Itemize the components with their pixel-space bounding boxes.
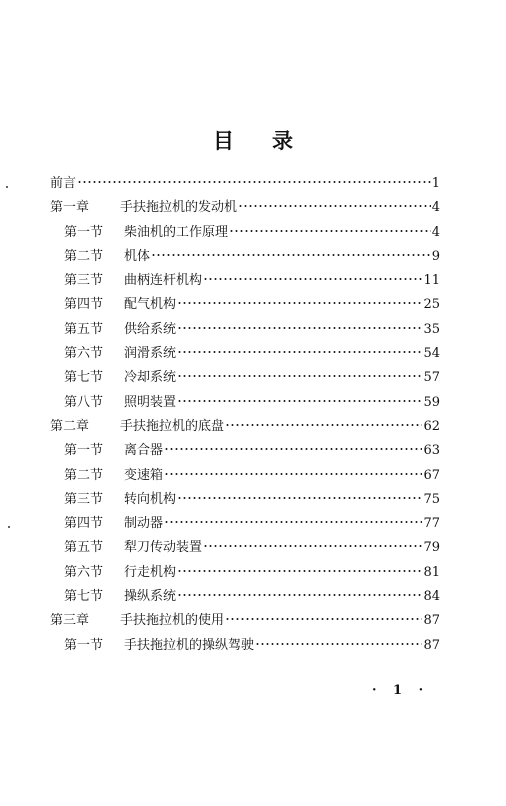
- toc-entry-number: 第五节: [64, 321, 104, 337]
- toc-entry-page: 87: [423, 613, 440, 629]
- toc-entry-page: 77: [423, 516, 440, 532]
- toc-entry-page: 75: [423, 491, 440, 507]
- toc-entry-number: 第一节: [64, 637, 104, 653]
- toc-front-row: [50, 172, 440, 196]
- toc-entry-title: 照明装置: [124, 394, 177, 410]
- scan-speck: [8, 526, 10, 528]
- toc-entry-number: 第八节: [64, 394, 104, 410]
- toc-entry-title: 手扶拖拉机的发动机: [120, 200, 238, 216]
- toc-entry-label: [64, 366, 176, 385]
- toc-entry-label: [64, 512, 163, 531]
- toc-entry-page: 84: [423, 589, 440, 605]
- title-char-right: 录: [272, 129, 293, 153]
- toc-entry-page: 35: [423, 321, 440, 337]
- toc-entry-label: [64, 536, 202, 555]
- toc-entry-title: 犁刀传动装置: [124, 540, 203, 556]
- toc-entry-label: [64, 342, 176, 361]
- dot-leader: [255, 642, 422, 646]
- toc-entry-page: 54: [423, 346, 440, 362]
- toc-entry-label: [64, 585, 176, 604]
- toc-section-row: [50, 439, 440, 463]
- dot-leader: [177, 399, 422, 403]
- toc-section-row: [50, 488, 440, 512]
- toc-entry-label: [64, 245, 150, 264]
- toc-entry-title: 手扶拖拉机的操纵驾驶: [124, 637, 255, 653]
- toc-entry-label: [64, 318, 176, 337]
- toc-chapter-row: [50, 196, 440, 220]
- toc-entry-page: 67: [423, 467, 440, 483]
- toc-entry-page: 11: [423, 273, 440, 289]
- toc-section-row: [50, 561, 440, 585]
- toc-entry-number: 第一节: [64, 443, 104, 459]
- toc-section-row: [50, 318, 440, 342]
- toc-entry-number: 第六节: [64, 346, 104, 362]
- toc-entry-number: 第三章: [50, 613, 90, 629]
- toc-entry-number: 第一章: [50, 200, 90, 216]
- toc-entry-page: 4: [431, 224, 440, 240]
- toc-entry-title: 配气机构: [124, 297, 177, 313]
- toc-entry-number: 第五节: [64, 540, 104, 556]
- toc-entry-number: 第三节: [64, 491, 104, 507]
- toc-entry-page: 4: [431, 200, 440, 216]
- toc-section-row: [50, 269, 440, 293]
- toc-entry-page: 63: [423, 443, 440, 459]
- dot-leader: [164, 520, 422, 524]
- dot-leader: [164, 447, 422, 451]
- toc-section-row: [50, 342, 440, 366]
- toc-entry-page: 62: [423, 418, 440, 434]
- toc-entry-page: 87: [423, 637, 440, 653]
- toc-entry-title: 冷却系统: [124, 370, 177, 386]
- toc-entry-label: [50, 415, 224, 434]
- dot-leader: [225, 617, 422, 621]
- toc-entry-title: 手扶拖拉机的使用: [120, 613, 225, 629]
- dot-leader: [151, 253, 431, 257]
- toc-chapter-row: [50, 415, 440, 439]
- toc-entry-title: 润滑系统: [124, 346, 177, 362]
- dot-leader: [177, 301, 422, 305]
- toc-entry-number: 第七节: [64, 370, 104, 386]
- toc-entry-label: [64, 221, 228, 240]
- toc-chapter-row: [50, 609, 440, 633]
- toc-entry-title: 变速箱: [124, 467, 164, 483]
- toc-entry-label: [50, 196, 237, 215]
- toc-entry-page: 81: [423, 564, 440, 580]
- toc-entry-number: 第一节: [64, 224, 104, 240]
- toc-entry-page: 1: [431, 176, 440, 191]
- toc-entry-label: [64, 488, 176, 507]
- toc-entry-label: [64, 269, 202, 288]
- dot-leader: [203, 277, 422, 281]
- toc-section-row: [50, 245, 440, 269]
- dot-leader: [203, 544, 422, 548]
- toc-entry-label: [50, 609, 224, 628]
- toc-entry-number: 第二节: [64, 248, 104, 264]
- toc-entry-page: 57: [423, 370, 440, 386]
- toc-entry-label: [64, 391, 176, 410]
- toc-section-row: [50, 366, 440, 390]
- page-title: [0, 125, 506, 155]
- dot-leader: [229, 229, 431, 233]
- toc-entry-title: 操纵系统: [124, 589, 177, 605]
- toc-section-row: [50, 634, 440, 658]
- dot-leader: [164, 472, 422, 476]
- dot-leader: [177, 569, 422, 573]
- toc-entry-number: 第四节: [64, 516, 104, 532]
- dot-leader: [177, 374, 422, 378]
- toc-entry-title: 前言: [50, 176, 77, 191]
- toc-entry-number: 第四节: [64, 297, 104, 313]
- toc-entry-label: [64, 293, 176, 312]
- toc-section-row: [50, 464, 440, 488]
- toc-entry-label: [64, 464, 163, 483]
- dot-leader: [177, 350, 422, 354]
- toc-section-row: [50, 391, 440, 415]
- toc-section-row: [50, 585, 440, 609]
- toc-entry-title: 行走机构: [124, 564, 177, 580]
- toc-entry-number: 第七节: [64, 589, 104, 605]
- toc-section-row: [50, 512, 440, 536]
- toc-entry-label: [50, 172, 76, 191]
- toc-entry-number: 第二节: [64, 467, 104, 483]
- toc-entry-label: [64, 634, 254, 653]
- toc-entry-title: 手扶拖拉机的底盘: [120, 418, 225, 434]
- table-of-contents: [50, 172, 440, 658]
- toc-entry-page: 79: [423, 540, 440, 556]
- dot-leader: [77, 180, 431, 184]
- dot-leader: [177, 326, 422, 330]
- toc-entry-page: 9: [431, 248, 440, 264]
- toc-entry-title: 制动器: [124, 516, 164, 532]
- toc-section-row: [50, 221, 440, 245]
- dot-leader: [238, 204, 431, 208]
- title-char-left: 目: [213, 129, 234, 153]
- scan-speck: [6, 186, 8, 188]
- toc-entry-label: [64, 561, 176, 580]
- toc-entry-number: 第二章: [50, 418, 90, 434]
- toc-entry-label: [64, 439, 163, 458]
- dot-leader: [177, 496, 422, 500]
- toc-entry-title: 供给系统: [124, 321, 177, 337]
- dot-leader: [225, 423, 422, 427]
- toc-section-row: [50, 536, 440, 560]
- toc-entry-page: 25: [423, 297, 440, 313]
- toc-entry-title: 柴油机的工作原理: [124, 224, 229, 240]
- page-number: · 1 ·: [372, 683, 430, 698]
- toc-entry-number: 第三节: [64, 273, 104, 289]
- toc-section-row: [50, 293, 440, 317]
- dot-leader: [177, 593, 422, 597]
- toc-entry-title: 机体: [124, 248, 151, 264]
- toc-entry-number: 第六节: [64, 564, 104, 580]
- toc-entry-title: 曲柄连杆机构: [124, 273, 203, 289]
- toc-entry-page: 59: [423, 394, 440, 410]
- toc-entry-title: 离合器: [124, 443, 164, 459]
- toc-entry-title: 转向机构: [124, 491, 177, 507]
